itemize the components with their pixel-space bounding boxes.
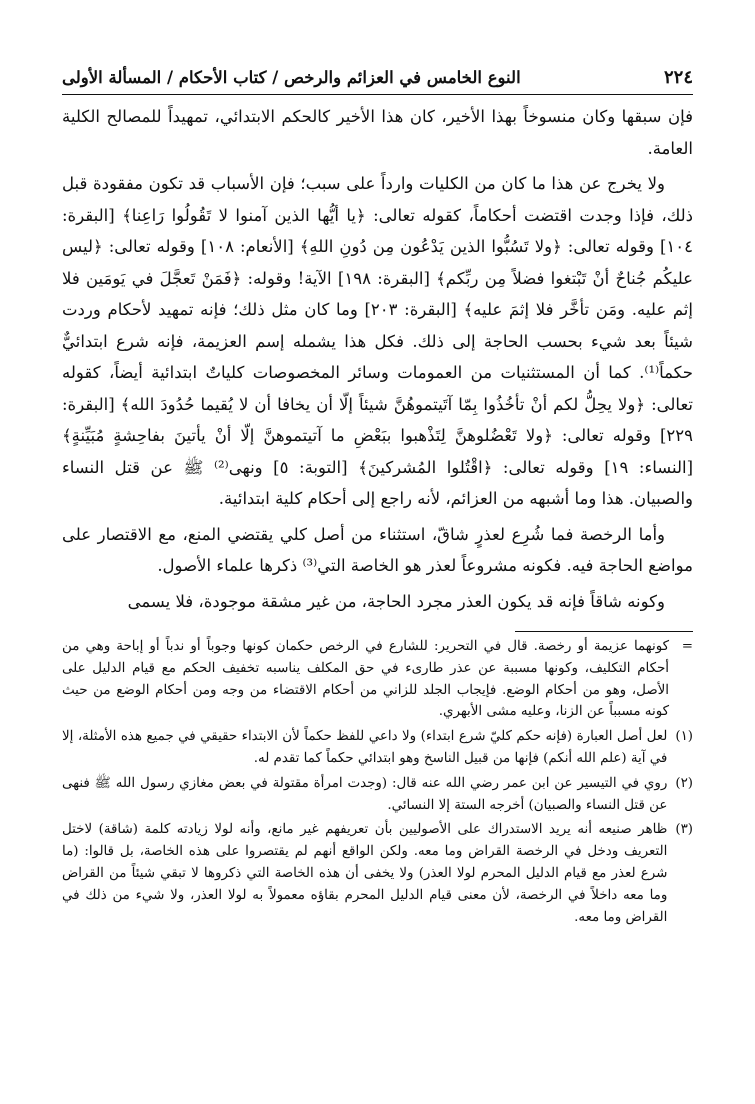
paragraph-hardship: وكونه شاقاً فإنه قد يكون العذر مجرد الحاجة، من غير مشقة موجودة، فلا يسمى bbox=[127, 591, 665, 611]
paragraph-continuation: فإن سبقها وكان منسوخاً بهذا الأخير، كان هذا الأخير كالحكم الابتدائي، تمهيداً للمصالح الكلية العامة. bbox=[62, 107, 693, 158]
footnote-marker: (١) bbox=[675, 729, 693, 745]
footnote-marker: (٢) bbox=[675, 775, 693, 791]
footnote-text: كونهما عزيمة أو رخصة. قال في التحرير: للشارع في الرخص حكمان كونها وجوباً أو ندباً أو إباحة وهي من أحكام التكليف، وكونها مسببة عن عذر طارىء في حق المكلف يناسبه تخفيف الحكم مع قيام الدليل على الأصل، وهو من أحكام الوضع. فإيجاب الجلد للزاني من أحكام الاقتضاء من وجه ومن أحكام الوضع من حيث كونه مسبباً عن الزنا، وعليه مشى الأبهري. bbox=[62, 639, 669, 720]
footnote-marker: = bbox=[681, 639, 693, 654]
main-text bbox=[62, 101, 693, 617]
footnote-2 bbox=[62, 773, 693, 817]
page-number: ٢٢٤ bbox=[663, 67, 693, 88]
footnote-3 bbox=[62, 819, 693, 928]
footnote-continued bbox=[62, 636, 693, 723]
running-header bbox=[62, 66, 693, 95]
footnote-divider bbox=[515, 631, 693, 632]
footnote-marker: (٣) bbox=[675, 822, 693, 838]
paragraph-azima-examples: ولا يخرج عن هذا ما كان من الكليات وارداً على سبب؛ فإن الأسباب قد تكون مفقودة قبل ذلك، فإذا وجدت اقتضت أحكاماً، كقوله تعالى: ﴿يا أيُّها الذين آمنوا لا تَقُولُوا رَاعِنا﴾ [البقرة: ١٠٤] وقوله تعالى: ﴿ولا تَسُبُّوا الذين يَدْعُون مِن دُونِ اللهِ﴾ [الأنعام: ١٠٨] وقوله تعالى: ﴿ليس عليكُم جُناحٌ أنْ تَبْتغوا فضلاً مِن ربِّكم﴾ [البقرة: ١٩٨] الآية! وقوله: ﴿فَمَنْ تَعجَّلَ في يَومَين فلا إثم عليه. ومَن تأخَّر فلا إثمَ عليه﴾ [البقرة: ٢٠٣] وما كان مثل ذلك؛ فإنه تمهيد لأحكام وردت شيئاً بعد شيء بحسب الحاجة إلى ذلك. فكل هذا يشمله إسم العزيمة، فإنه شرع ابتدائيٌّ حكماً⁽¹⁾. كما أن المستثنيات من العمومات وسائر المخصوصات كلياتٌ ابتدائية أيضاً، كقوله تعالى: ﴿ولا يحِلُّ لكم أنْ تأخُذُوا بِمّا آتَيتموهُنَّ شيئاً إلّا أن يخافا أن لا يُقيما حُدُودَ الله﴾ [البقرة: ٢٢٩] وقوله تعالى: ﴿ولا تَعْضُلوهنَّ لِتَذْهبوا ببَعْضِ ما آتيتموهنَّ إلّا أنْ يأتينَ بفاحِشةٍ مُبَيِّنةٍ﴾ [النساء: ١٩] وقوله تعالى: ﴿اقْتُلوا المُشركينَ﴾ [التوبة: ٥] ونهى⁽²⁾ ﷺ عن قتل النساء والصبيان. هذا وما أشبهه من العزائم، لأنه راجع إلى أحكام كلية ابتدائية. bbox=[62, 174, 694, 508]
footnote-text: ظاهر صنيعه أنه يريد الاستدراك على الأصوليين بأن تعريفهم غير مانع، وأنه لولا زيادته كلمة (شاقة) لاختل التعريف ودخل في الرخصة القراض وما معه. ولكن الواقع أنهم لم يقتصروا على هذه الخاصة، بل قالوا: (ما شرع لعذر مع قيام الدليل المحرم لولا العذر) ولا يخفى أن هذه الخاصة التي ذكروها لا تبقي شيئاً من القراض وما معه داخلاً في الرخصة، لأن معنى قيام الدليل المحرم بقاؤه معمولاً به لولا العذر، ولا شيء من ذلك في القراض وما معه. bbox=[62, 822, 668, 925]
footnote-text: روي في التيسير عن ابن عمر رضي الله عنه قال: (وجدت امرأة مقتولة في بعض مغازي رسول الله ﷺ فنهى عن قتل النساء والصبيان) أخرجه الستة إلا النسائي. bbox=[62, 775, 668, 813]
paragraph-rukhsa-definition: وأما الرخصة فما شُرِع لعذرٍ شاقّ، استثناء من أصل كلي يقتضي المنع، مع الاقتصار على مواضع الحاجة فيه. فكونه مشروعاً لعذر هو الخاصة التي⁽³⁾ ذكرها علماء الأصول. bbox=[62, 524, 693, 575]
footnotes bbox=[62, 636, 693, 928]
footnote-text: لعل أصل العبارة (فإنه حكم كليّ شرع ابتداء) ولا داعي للفظ حكماً لأن الابتداء حقيقي في جميع هذه الأمثلة، إلا في آية (علم الله أنكم) فإنها من قبيل الناسخ وهو ابتدائي حكماً كما تقدم له. bbox=[62, 729, 668, 766]
running-title: النوع الخامس في العزائم والرخص / كتاب الأحكام / المسألة الأولى bbox=[62, 68, 521, 87]
footnote-1 bbox=[62, 726, 693, 770]
